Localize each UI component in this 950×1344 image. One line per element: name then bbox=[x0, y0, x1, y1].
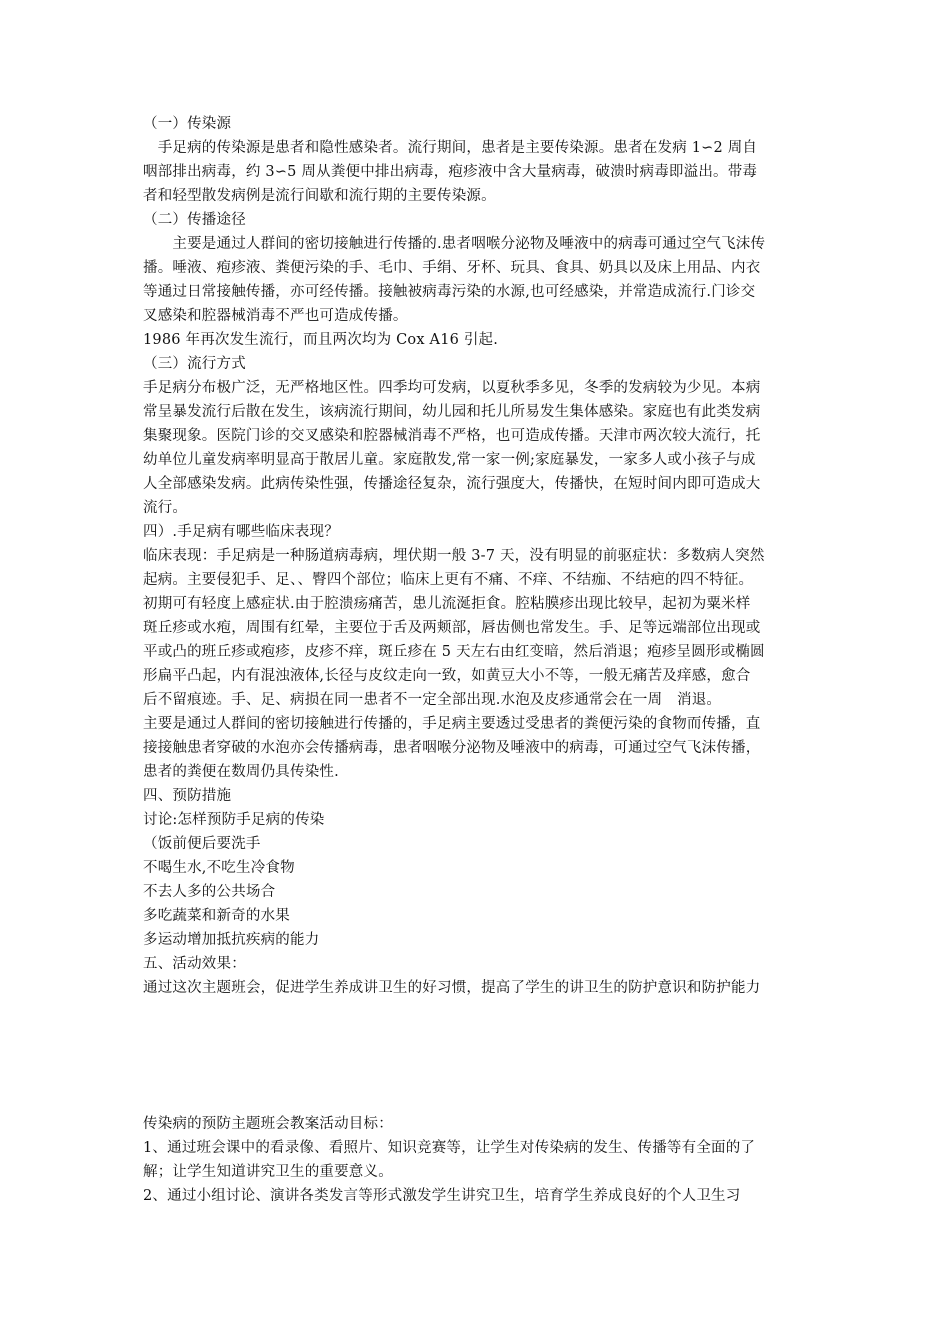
section-heading-lesson-plan: 传染病的预防主题班会教案活动目标： bbox=[143, 1116, 393, 1132]
paragraph-line: 后不留痕迹。手、足、病损在同一患者不一定全部出现.水泡及皮疹通常会在一周 消退。 bbox=[143, 692, 722, 708]
list-item: 讨论:怎样预防手足病的传染 bbox=[143, 812, 325, 828]
paragraph-line: 幼单位儿童发病率明显高于散居儿童。家庭散发,常一家一例;家庭暴发，一家多人或小孩子与成 bbox=[143, 452, 756, 468]
paragraph-line: 播。唾液、疱疹液、粪便污染的手、毛巾、手绢、牙杯、玩具、食具、奶具以及床上用品、内衣 bbox=[143, 260, 761, 276]
paragraph-line: 手足病的传染源是患者和隐性感染者。流行期间，患者是主要传染源。患者在发病 1∽2 周自 bbox=[143, 140, 758, 156]
paragraph-line: 1986 年再次发生流行，而且两次均为 Cox A16 引起. bbox=[143, 332, 499, 348]
paragraph-line: 临床表现：手足病是一种肠道病毒病，埋伏期一般 3-7 天，没有明显的前驱症状：多数病人突然 bbox=[143, 548, 765, 564]
paragraph-line: 2、通过小组讨论、演讲各类发言等形式激发学生讲究卫生，培育学生养成良好的个人卫生习 bbox=[143, 1188, 741, 1204]
list-item: 多吃蔬菜和新奇的水果 bbox=[143, 908, 290, 924]
document-body bbox=[143, 112, 818, 1000]
section-heading-infection-source: （一）传染源 bbox=[143, 116, 232, 132]
paragraph-line: 起病。主要侵犯手、足、、臀四个部位；临床上更有不痛、不痒、不结痂、不结疤的四不特征。 bbox=[143, 572, 754, 588]
section-heading-epidemic-pattern: （三）流行方式 bbox=[143, 356, 246, 372]
paragraph-line: 患者的粪便在数周仍具传染性. bbox=[143, 764, 339, 780]
paragraph-line: 等通过日常接触传播，亦可经传播。接触被病毒污染的水源,也可经感染，并常造成流行.门诊交 bbox=[143, 284, 756, 300]
paragraph-line: 流行。 bbox=[143, 500, 188, 516]
paragraph-line: 叉感染和腔器械消毒不严也可造成传播。 bbox=[143, 308, 408, 324]
section-heading-transmission: （二）传播途径 bbox=[143, 212, 246, 228]
paragraph-line: 者和轻型散发病例是流行间歇和流行期的主要传染源。 bbox=[143, 188, 496, 204]
lesson-objectives bbox=[143, 1112, 818, 1208]
list-item: 多运动增加抵抗疾病的能力 bbox=[143, 932, 320, 948]
paragraph-line: 平或凸的班丘疹或疱疹，皮疹不痒，斑丘疹在 5 天左右由红变暗，然后消退；疱疹呈圆形或椭圆 bbox=[143, 644, 765, 660]
paragraph-line: 初期可有轻度上感症状.由于腔溃疡痛苦，患儿流涎拒食。腔粘膜疹出现比较早，起初为粟米样 bbox=[143, 596, 751, 612]
paragraph-line: 手足病分布极广泛，无严格地区性。四季均可发病，以夏秋季多见，冬季的发病较为少见。本病 bbox=[143, 380, 761, 396]
paragraph-line: 主要是通过人群间的密切接触进行传播的，手足病主要透过受患者的粪便污染的食物而传播，直 bbox=[143, 716, 761, 732]
paragraph-line: 形扁平凸起，内有混浊液体,长径与皮纹走向一致，如黄豆大小不等，一般无痛苦及痒感，愈合 bbox=[143, 668, 751, 684]
paragraph-line: 通过这次主题班会，促进学生养成讲卫生的好习惯，提高了学生的讲卫生的防护意识和防护能力 bbox=[143, 980, 761, 996]
paragraph-line: 主要是通过人群间的密切接触进行传播的.患者咽喉分泌物及唾液中的病毒可通过空气飞沫传 bbox=[143, 236, 766, 252]
paragraph-line: 人全部感染发病。此病传染性强，传播途径复杂，流行强度大，传播快，在短时间内即可造成大 bbox=[143, 476, 761, 492]
paragraph-line: 接接触患者穿破的水泡亦会传播病毒，患者咽喉分泌物及唾液中的病毒，可通过空气飞沫传播， bbox=[143, 740, 761, 756]
list-item: 不喝生水,不吃生冷食物 bbox=[143, 860, 295, 876]
paragraph-line: 咽部排出病毒，约 3∽5 周从粪便中排出病毒，疱疹液中含大量病毒，破溃时病毒即溢出。带毒 bbox=[143, 164, 758, 180]
paragraph-line: 1、通过班会课中的看录像、看照片、知识竞赛等，让学生对传染病的发生、传播等有全面的了 bbox=[143, 1140, 756, 1156]
section-heading-outcome: 五、活动效果： bbox=[143, 956, 246, 972]
paragraph-line: 解；让学生知道讲究卫生的重要意义。 bbox=[143, 1164, 393, 1180]
section-heading-clinical-signs: 四）.手足病有哪些临床表现？ bbox=[143, 524, 339, 540]
list-item: （饭前便后要洗手 bbox=[143, 836, 261, 852]
paragraph-line: 常呈暴发流行后散在发生，该病流行期间，幼儿园和托儿所易发生集体感染。家庭也有此类发病 bbox=[143, 404, 761, 420]
paragraph-line: 斑丘疹或水疱，周围有红晕，主要位于舌及两颊部，唇齿侧也常发生。手、足等远端部位出现或 bbox=[143, 620, 761, 636]
paragraph-line: 集聚现象。医院门诊的交叉感染和腔器械消毒不严格，也可造成传播。天津市两次较大流行，托 bbox=[143, 428, 761, 444]
list-item: 不去人多的公共场合 bbox=[143, 884, 276, 900]
section-heading-prevention: 四、预防措施 bbox=[143, 788, 232, 804]
